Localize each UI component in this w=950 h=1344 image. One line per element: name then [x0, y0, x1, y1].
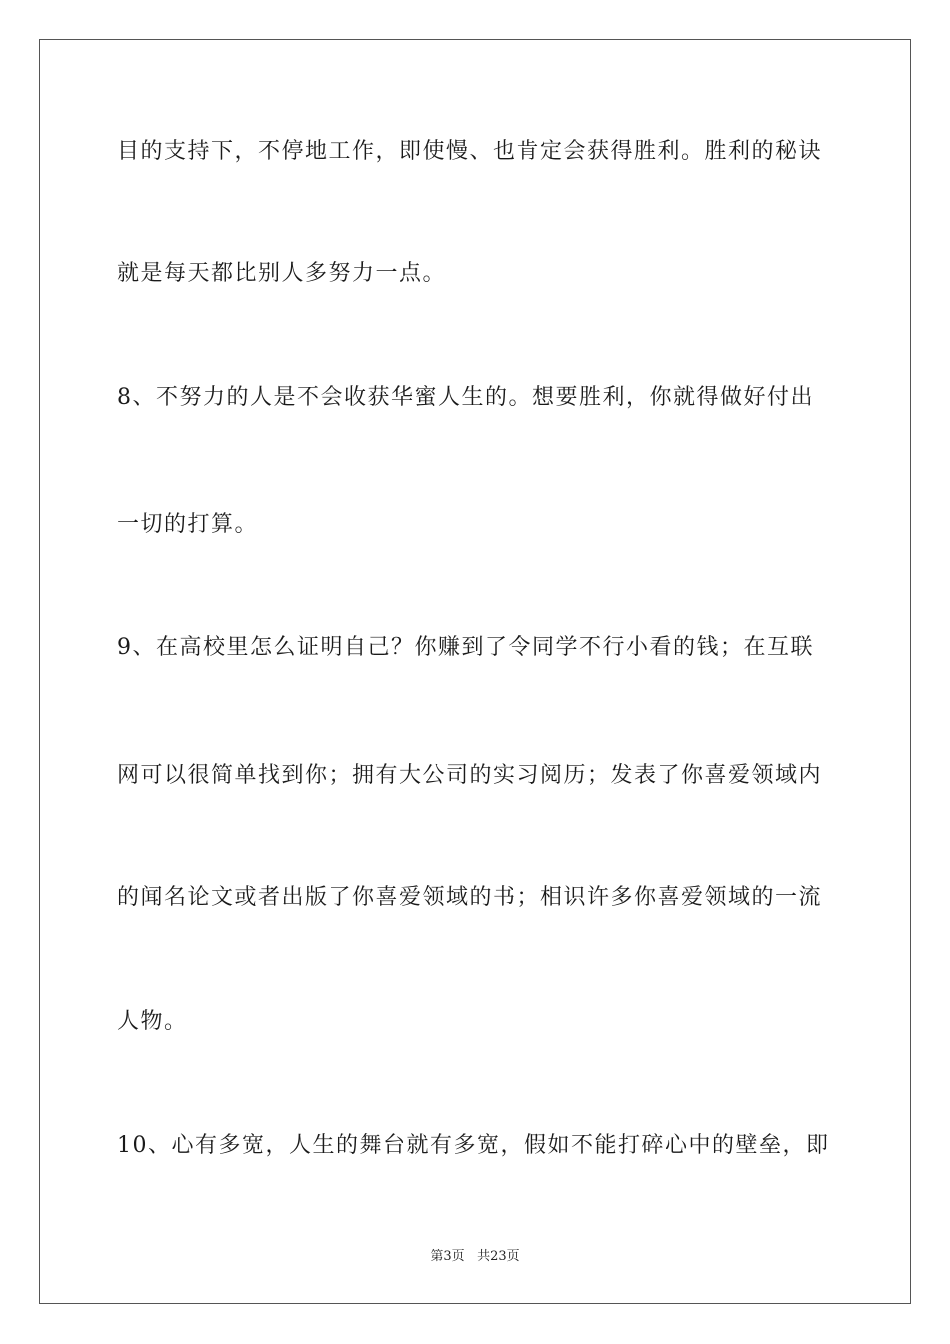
- text-line-9: 10、心有多宽，人生的舞台就有多宽，假如不能打碎心中的壁垒，即: [117, 1133, 830, 1158]
- text-line-5: 9、在高校里怎么证明自己？你赚到了令同学不行小看的钱；在互联: [117, 635, 814, 660]
- page-border: [39, 39, 911, 1304]
- text-line-4: 一切的打算。: [117, 512, 259, 537]
- text-line-7: 的闻名论文或者出版了你喜爱领域的书；相识许多你喜爱领域的一流: [117, 885, 823, 910]
- page-footer: [0, 1248, 950, 1266]
- total-pages: 共23页: [477, 1249, 520, 1264]
- text-line-3: 8、不努力的人是不会收获华蜜人生的。想要胜利，你就得做好付出: [117, 385, 814, 410]
- text-line-8: 人物。: [117, 1009, 188, 1034]
- text-line-1: 目的支持下，不停地工作，即使慢、也肯定会获得胜利。胜利的秘诀: [117, 139, 823, 164]
- text-line-2: 就是每天都比别人多努力一点。: [117, 261, 447, 286]
- text-line-6: 网可以很简单找到你；拥有大公司的实习阅历；发表了你喜爱领域内: [117, 763, 823, 788]
- page-number: 第3页: [430, 1249, 465, 1264]
